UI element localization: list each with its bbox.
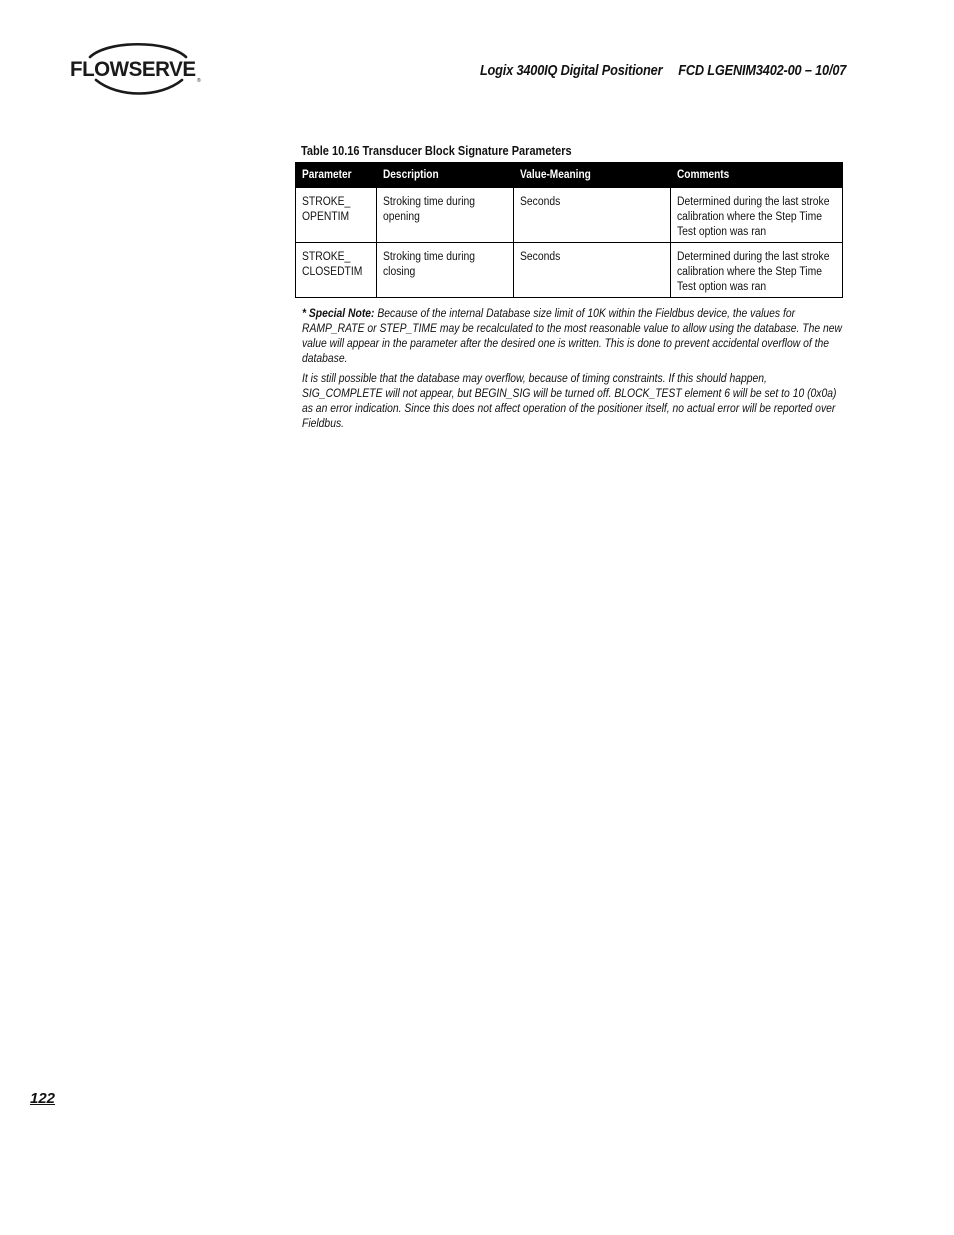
table-row: [296, 243, 843, 298]
flowserve-logo: [68, 42, 208, 96]
overflow-note: It is still possible that the database may overflow, because of timing constraints. If this should happen, SIG_COMPLETE will not appear, but BEGIN_SIG will be turned off. BLOCK_TEST element 6 will be set to 10 (0x0a) as an error indication. Since this does not affect operation of the positioner itself, no actual error will be reported over Fieldbus.: [302, 372, 837, 430]
doc-code: FCD LGENIM3402-00 – 10/07: [678, 63, 846, 79]
cell-value-meaning: Seconds: [514, 243, 671, 298]
cell-comments: Determined during the last stroke calibration where the Step Time Test option was ran: [671, 188, 843, 243]
column-header: Description: [377, 163, 514, 188]
cell-description: Stroking time during opening: [377, 188, 514, 243]
cell-parameter: STROKE_ OPENTIM: [296, 188, 377, 243]
table-header-row: [296, 163, 843, 188]
cell-description: Stroking time during closing: [377, 243, 514, 298]
column-header: Comments: [671, 163, 843, 188]
signature-parameters-table: [295, 162, 843, 298]
special-note: [302, 307, 842, 367]
special-note-text: Because of the internal Database size limit of 10K within the Fieldbus device, the values for RAMP_RATE or STEP_TIME may be recalculated to the most reasonable value to allow using the database. The new value will appear in the parameter after the desired one is written. This is done to prevent accidental overflow of the database.: [302, 307, 843, 365]
cell-parameter: STROKE_ CLOSEDTIM: [296, 243, 377, 298]
cell-comments: Determined during the last stroke calibration where the Step Time Test option was ran: [671, 243, 843, 298]
column-header: Parameter: [296, 163, 377, 188]
page-number: 122: [30, 1090, 56, 1107]
special-note-label: * Special Note:: [302, 307, 375, 320]
table-row: [296, 188, 843, 243]
logo-wordmark: FLOWSERVE: [70, 58, 196, 81]
column-header: Value-Meaning: [514, 163, 671, 188]
document-header: [480, 63, 846, 79]
logo-registered-mark: ®: [197, 78, 201, 84]
table-caption: Table 10.16 Transducer Block Signature Parameters: [301, 144, 572, 158]
cell-value-meaning: Seconds: [514, 188, 671, 243]
doc-title: Logix 3400IQ Digital Positioner: [479, 63, 663, 79]
